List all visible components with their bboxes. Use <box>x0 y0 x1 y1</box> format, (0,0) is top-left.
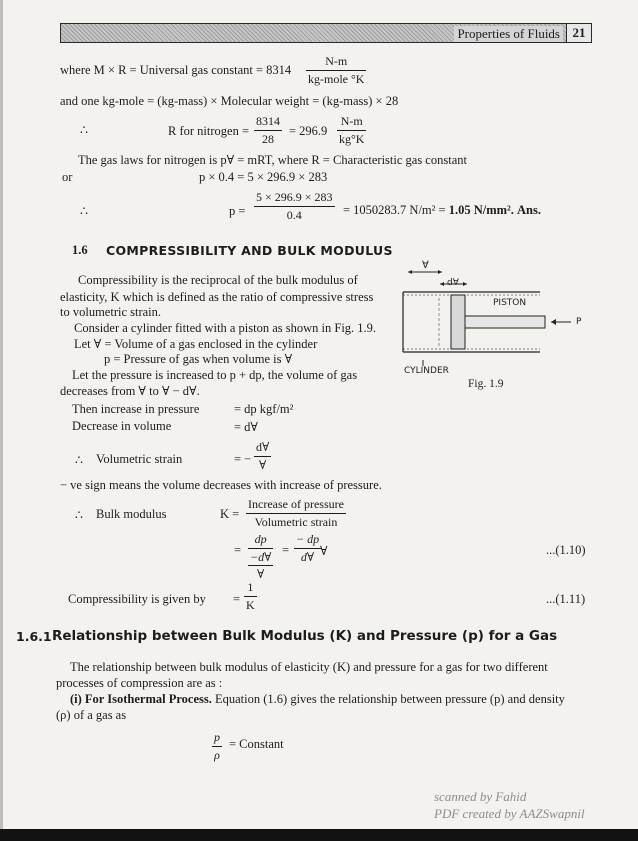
paragraph-line <box>70 692 565 707</box>
paragraph-line: p = Pressure of gas when volume is ∀ <box>104 352 293 366</box>
paragraph-line: decreases from ∀ to ∀ − d∀. <box>60 384 200 398</box>
arrow-left-icon <box>408 270 412 274</box>
fraction-numerator: N-m <box>340 114 363 128</box>
fraction-denominator: d∀ <box>294 548 321 565</box>
fraction-numerator: dp <box>254 532 267 546</box>
r-nitrogen-label: R for nitrogen = <box>168 124 249 138</box>
piston-label: PISTON <box>493 298 527 308</box>
bulk-modulus-equals-2: = <box>282 543 290 557</box>
compressibility-equals: = <box>233 592 241 606</box>
fraction-denominator: kg-mole °K <box>308 72 365 86</box>
fraction-numerator: 8314 <box>256 114 280 128</box>
volume-decrease-value: = d∀ <box>234 420 258 434</box>
section-heading: Relationship between Bulk Modulus (K) and Pressure (p) for a Gas <box>52 628 558 644</box>
answer-label: Ans. <box>517 203 541 217</box>
r-nitrogen-unit <box>337 114 366 147</box>
pressure-density-fraction <box>212 730 222 763</box>
bulk-modulus-dp-fraction <box>294 532 321 565</box>
section-number: 1.6.1 <box>16 629 52 644</box>
r-nitrogen-value: = 296.9 <box>289 124 328 138</box>
page-header <box>60 23 592 43</box>
page-number: 21 <box>566 24 591 42</box>
pressure-answer: 1.05 N/mm². <box>448 203 514 217</box>
equation-number: ...(1.10) <box>546 543 586 557</box>
fraction-denominator: ρ <box>212 746 222 763</box>
fraction-denominator: −d∀ <box>250 550 272 564</box>
therefore-symbol: ∴ <box>80 204 88 218</box>
pressure-fraction <box>254 190 335 223</box>
arrow-right-icon <box>463 282 467 286</box>
dv-label: d∀ <box>447 278 459 288</box>
gas-law-equation: p × 0.4 = 5 × 296.9 × 283 <box>199 170 328 184</box>
sign-note: − ve sign means the volume decreases with increase of pressure. <box>60 478 382 492</box>
therefore-symbol: ∴ <box>80 123 88 137</box>
figure-caption: Fig. 1.9 <box>468 378 504 390</box>
fraction-numerator: d∀ <box>256 440 270 454</box>
isothermal-label: (i) For Isothermal Process. <box>70 692 212 706</box>
isothermal-text: Equation (1.6) gives the relationship between pressure (p) and density <box>215 692 565 706</box>
fraction-numerator: 1 <box>247 580 254 594</box>
fraction-numerator: N-m <box>325 54 348 68</box>
bulk-modulus-fraction <box>246 497 346 530</box>
paragraph-line: (ρ) of a gas as <box>56 708 127 722</box>
pressure-increase-label: Then increase in pressure <box>72 402 200 416</box>
gas-constant-unit <box>306 54 366 87</box>
pressure-label: p = <box>229 204 246 218</box>
paragraph-line: to volumetric strain. <box>60 305 162 319</box>
paragraph-line: Let the pressure is increased to p + dp, the volume of gas <box>72 368 358 382</box>
fraction-denominator: 28 <box>254 130 282 147</box>
fraction-numerator: 5 × 296.9 × 283 <box>256 190 333 204</box>
fraction-numerator: − dp <box>296 532 320 546</box>
bulk-modulus-k: K = <box>220 507 240 521</box>
paragraph-line: Let ∀ = Volume of a gas enclosed in the cylinder <box>74 337 318 351</box>
arrow-left-icon <box>440 282 444 286</box>
equation-number: ...(1.11) <box>546 592 586 606</box>
piston-rod <box>465 316 545 328</box>
kg-mole-text: and one kg-mole = (kg-mass) × Molecular weight = (kg-mass) × 28 <box>60 94 399 108</box>
volumetric-strain-label: Volumetric strain <box>96 452 183 466</box>
pressure-increase-value: = dp kgf/m² <box>234 402 294 416</box>
compressibility-label: Compressibility is given by <box>68 592 206 606</box>
paragraph-line: elasticity, K which is defined as the ratio of compressive stress <box>60 290 374 304</box>
paragraph-line: Consider a cylinder fitted with a piston as shown in Fig. 1.9. <box>74 321 377 335</box>
fraction-denominator: ∀ <box>254 456 271 473</box>
or-label: or <box>62 170 73 184</box>
page-edge <box>0 0 3 829</box>
header-title: Properties of Fluids <box>454 26 563 42</box>
paragraph-line: Compressibility is the reciprocal of the bulk modulus of <box>78 273 358 287</box>
compressibility-fraction <box>244 580 257 613</box>
paragraph-line: The relationship between bulk modulus of elasticity (K) and pressure for a gas for two different <box>70 660 548 674</box>
gas-constant-text: where M × R = Universal gas constant = 8314 <box>60 63 292 77</box>
scan-border <box>0 829 638 841</box>
fraction-numerator: p <box>214 730 220 744</box>
bulk-modulus-compound-fraction <box>248 532 273 582</box>
pressure-result <box>343 203 541 218</box>
pdf-credit: PDF created by AAZSwapnil <box>434 806 585 821</box>
fraction-denominator: kg°K <box>339 132 365 146</box>
fraction-denominator: 0.4 <box>254 206 335 223</box>
section-heading: COMPRESSIBILITY AND BULK MODULUS <box>106 243 393 258</box>
fraction-numerator: Increase of pressure <box>248 497 344 511</box>
bulk-modulus-label: Bulk modulus <box>96 507 167 521</box>
fraction-sub-denominator: ∀ <box>248 565 273 582</box>
scan-credit: scanned by Fahid <box>434 789 527 804</box>
volume-decrease-label: Decrease in volume <box>72 419 172 433</box>
paragraph-line: processes of compression are as : <box>56 676 223 690</box>
r-nitrogen-fraction <box>254 114 282 147</box>
therefore-symbol: ∴ <box>75 508 83 522</box>
bulk-modulus-equals: = <box>234 543 242 557</box>
force-arrow-icon <box>551 319 556 325</box>
constant-text: = Constant <box>229 737 284 751</box>
fraction-denominator: K <box>246 598 255 612</box>
cylinder-label: CYLINDER <box>404 366 449 376</box>
section-number: 1.6 <box>72 243 88 257</box>
therefore-symbol: ∴ <box>75 453 83 467</box>
arrow-right-icon <box>438 270 442 274</box>
pressure-value: = 1050283.7 N/m² = <box>343 203 446 217</box>
volumetric-strain-fraction <box>254 440 271 473</box>
piston-cylinder-figure <box>395 262 605 398</box>
volume-label: ∀ <box>422 260 429 271</box>
piston-head <box>451 295 465 349</box>
fraction-denominator: Volumetric strain <box>246 513 346 530</box>
volumetric-strain-equals: = − <box>234 452 252 466</box>
volume-symbol: ∀ <box>320 544 328 558</box>
gas-law-text: The gas laws for nitrogen is p∀ = mRT, where R = Characteristic gas constant <box>78 153 467 167</box>
force-label: P <box>576 317 582 327</box>
